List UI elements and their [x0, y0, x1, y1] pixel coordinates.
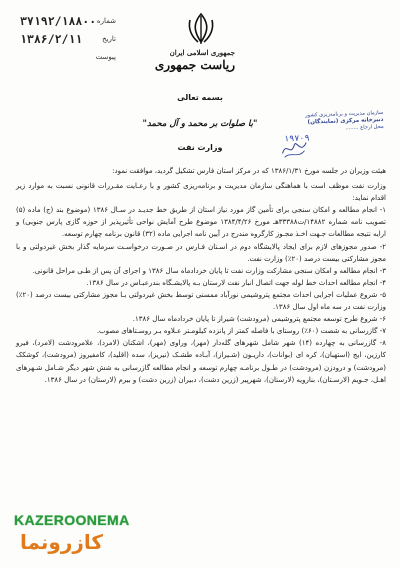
letter-date: ۱۳۸۶/۲/۱۱ — [20, 32, 83, 46]
meta-date-row — [20, 32, 116, 50]
addressee-title: وزارت نفت — [177, 143, 223, 152]
signature-scribble-icon — [280, 133, 309, 162]
instruction-paragraph: وزارت نفت موظف است با هماهنگی سازمان مدیریت و برنامه‌ریزی کشور و با رعـایت مقـررات قانونی نسبت به موارد زیر اقدام نماید: — [16, 182, 386, 203]
list-item: ۱- انجام مطالعه و امکان سنجی برای تأمین گاز مورد نیاز استان از طریق خط جدیـد در سـال ۱۳۸۶ (موضوع بند (ج) ماده (۵) تصویب نامه شماره ۱۴۸۸۲/ت۳۳۳۸۸هـ مورخ ۱۳۸۴/۴/۲۶ موضوع طرح آمایش نواحی تأثیرپذیر از حوزه گازی پارس جنوبی) و ارایه نتیجه مطالعات جـهت اخـذ مجـوز کارگروه مندرج در آیین نامه اجرایی ماده (۳۲) قانون برنامه چهارم توسعه. — [16, 206, 386, 239]
stamp-office: دبیرخانه مرکزی (نمایندگان) — [307, 116, 384, 126]
list-item: ۲- صدور مجوزهای لازم برای ایجاد پالایشگاه دوم در اسـتان فـارس در صـورت درخواسـت سرمایه گذار بخش غیردولتی و با مجوز مشارکتی بیست درصد (۲۰٪) وزارت نفت. — [16, 242, 386, 263]
stamp-number: ۱۹۷۰۹ — [283, 133, 310, 145]
iran-emblem-icon — [186, 12, 216, 46]
list-item: ۸- گازرسانی به چهارده (۱۴) شهر شامل شهرهای گله‌دار (مهر)، وراوی (مهر)، اشکنان (لامرد)، علامرودشت (لامرد)، فیرو کارزین، ایج (استهبان)، کره ای (بوانات)، داریـون (شـیراز)، آبـاده طشـک (نیریز)، سده (اقلید)، کامفیروز (مرودشت)، کوشکک (مرودشت) و درودزن (مرودشت) در طـول برنامـه چهارم توسعه و انجام مطالعه گازرسانی به شش شهر دیگر شـامل شـهرهای اهـل، جـویم (لارسـتان)، بنارویه (لارستان)، شهرپیر (زرین دشت)، دبیران (زرین دشت) و بیرم (لارستان) در سال ۱۳۸۶. — [16, 339, 387, 384]
list-item: ۵- شروع عملیات اجرایی احداث مجتمع پتروشیمی نورآباد ممسنی توسط بخش غیردولتی بـا مجوز مشارکتی بیست درصد (۲۰٪) وزارت نفت در سه ماه اول سال ۱۳۸۶. — [16, 290, 386, 312]
letterhead-country: جمهوری اسلامی ایران — [169, 48, 235, 57]
logo-persian-text: کازرونما — [20, 530, 104, 554]
letter-number-label: شماره — [96, 17, 116, 25]
stamp-referral: محل ارجاع ........ — [345, 123, 384, 132]
bismillah-heading: بسمه تعالی — [177, 93, 223, 102]
letter-attachment-label: پیوست — [95, 53, 116, 61]
list-item: ۷- گازرسانی به شصت (۶۰٪) روستای با فاصله کمتر از پانزده کیلومـتر عـلاوه بـر روسـتاهای مصوب. — [96, 327, 386, 336]
letterhead-office: ریاست جمهوری — [154, 58, 235, 72]
site-logo — [0, 510, 128, 566]
list-item: ۳- انجام مطالعه و امکان سنجی مشارکت وزارت نفت تا پایان خردادماه سال ۱۳۸۶ و اجرای آن پس از طـی مراحل قانونی. — [32, 266, 386, 275]
list-item: ۴- انجام مطالعه احداث خط لوله جهت اتصال انبار نفت لارستان بـه پالایشـگاه بندرعبـاس در سال ۱۳۸۶. — [86, 278, 386, 287]
document-body — [16, 165, 386, 386]
logo-latin-text: KAZEROONEMA — [14, 512, 130, 528]
list-item: ۶- شروع طرح توسعه مجتمع پتروشیمی (مرودشت) شیراز تا پایان خردادماه سال ۱۳۸۶. — [132, 315, 386, 324]
stamp-org: سازمان مدیریت و برنامه‌ریزی کشور — [305, 109, 384, 119]
meta-number-row — [20, 14, 116, 32]
letterhead — [115, 48, 235, 72]
received-stamp — [261, 110, 385, 164]
letter-number: ۳۷۱۹۲/۱۸۸۰۰ — [20, 14, 97, 28]
intro-paragraph: هیئت وزیران در جلسه مورخ ۱۳۸۶/۱/۳۱ که در مرکز استان فارس تشکیل گردید، موافقت نمود: — [112, 167, 386, 175]
letter-meta — [20, 14, 116, 68]
salawat-line: "با صلوات بر محمد و آل محمد" — [142, 119, 258, 129]
meta-attachment-row — [20, 50, 116, 68]
letter-date-label: تاریخ — [102, 35, 116, 43]
